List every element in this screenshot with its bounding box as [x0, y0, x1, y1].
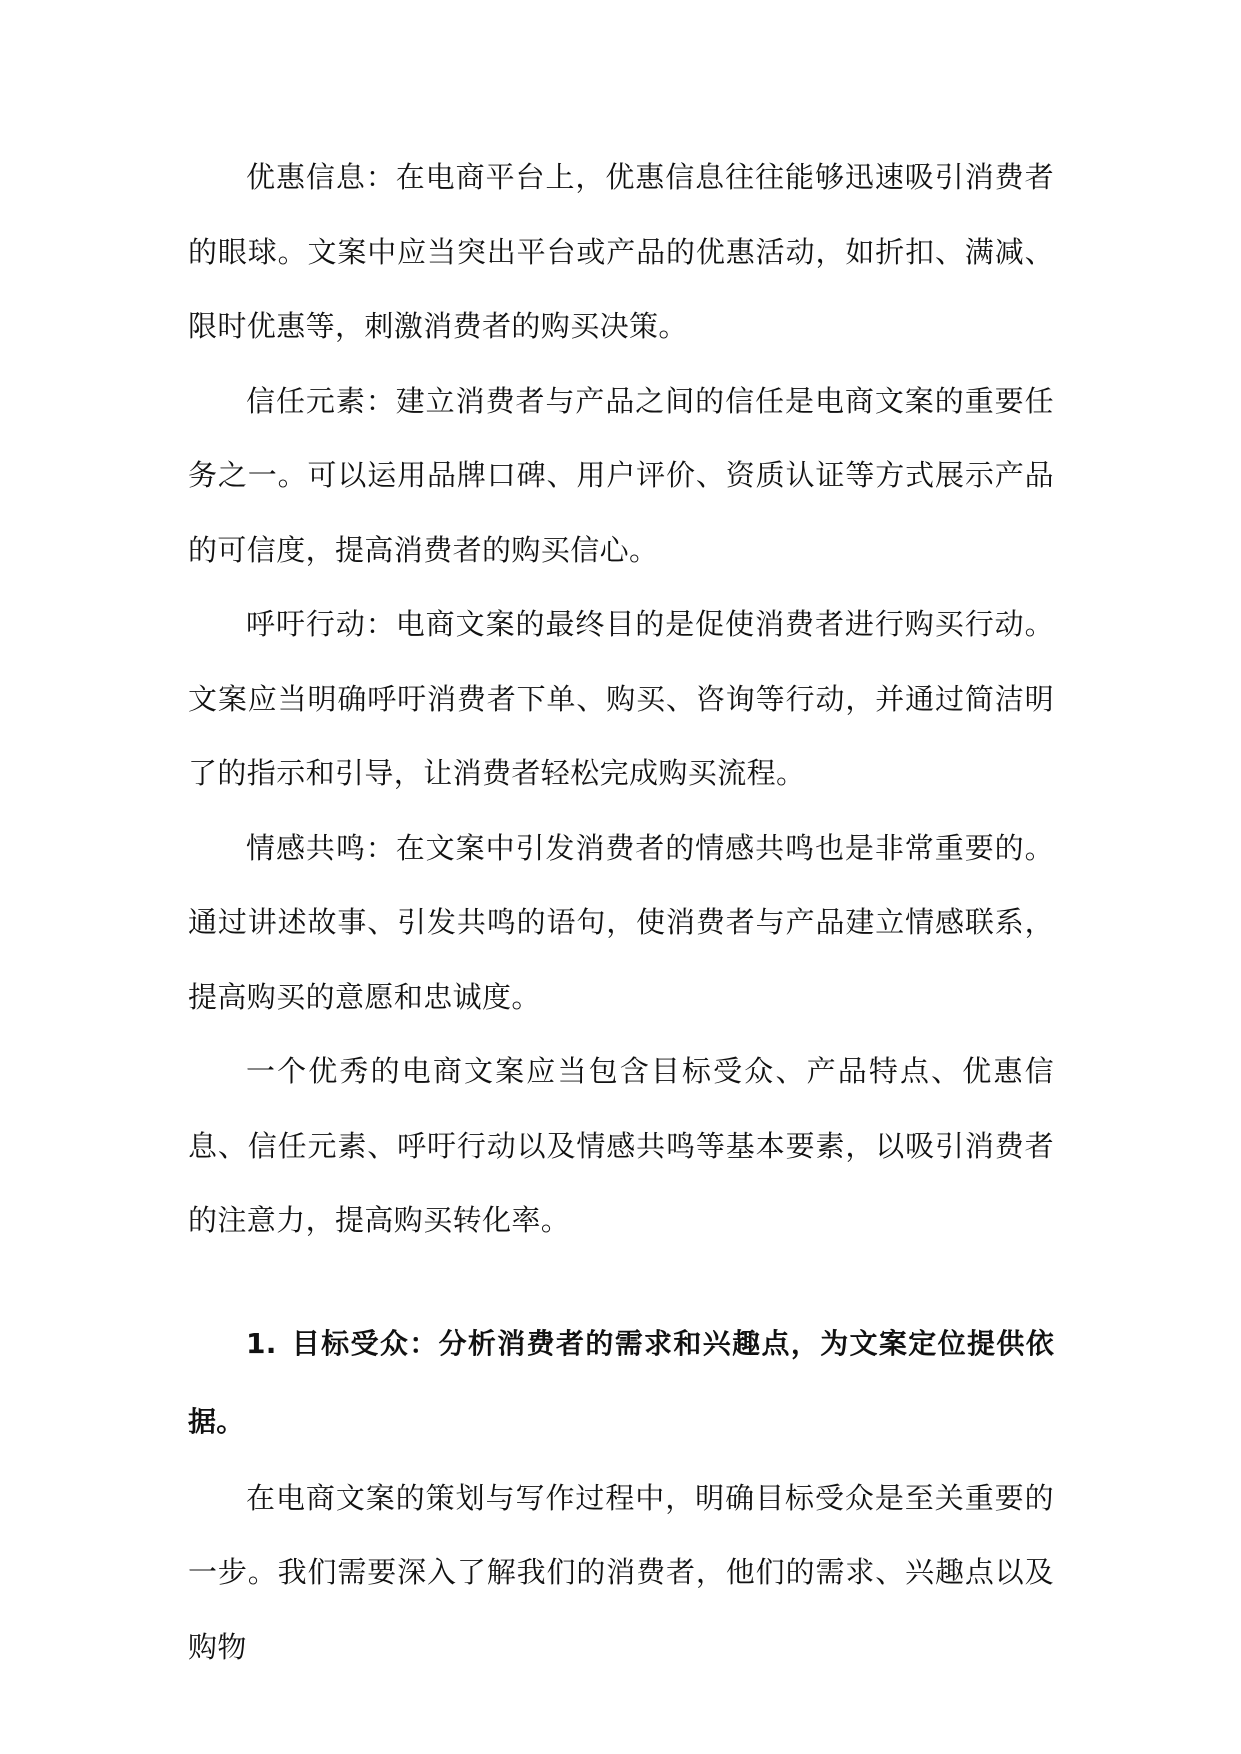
paragraph-discount-info: 优惠信息：在电商平台上，优惠信息往往能够迅速吸引消费者的眼球。文案中应当突出平台或产品的优惠活动，如折扣、满减、限时优惠等，刺激消费者的购买决策。: [188, 160, 1054, 343]
paragraph-summary: 一个优秀的电商文案应当包含目标受众、产品特点、优惠信息、信任元素、呼吁行动以及情感共鸣等基本要素，以吸引消费者的注意力，提高购买转化率。: [188, 1054, 1054, 1237]
section-heading-text: 目标受众：分析消费者的需求和兴趣点，为文案定位提供依据。: [188, 1326, 1054, 1438]
section-heading: [188, 1305, 1054, 1461]
section-heading-number: 1.: [246, 1326, 277, 1360]
paragraph-call-to-action: 呼吁行动：电商文案的最终目的是促使消费者进行购买行动。文案应当明确呼吁消费者下单、购买、咨询等行动，并通过简洁明了的指示和引导，让消费者轻松完成购买流程。: [188, 607, 1054, 790]
paragraph-trust-elements: 信任元素：建立消费者与产品之间的信任是电商文案的重要任务之一。可以运用品牌口碑、用户评价、资质认证等方式展示产品的可信度，提高消费者的购买信心。: [188, 383, 1054, 567]
paragraph-emotional-resonance: 情感共鸣：在文案中引发消费者的情感共鸣也是非常重要的。通过讲述故事、引发共鸣的语句，使消费者与产品建立情感联系，提高购买的意愿和忠诚度。: [188, 830, 1054, 1014]
paragraph-target-audience: 在电商文案的策划与写作过程中，明确目标受众是至关重要的一步。我们需要深入了解我们的消费者，他们的需求、兴趣点以及购物: [188, 1480, 1054, 1664]
document-body: [188, 140, 1054, 1684]
